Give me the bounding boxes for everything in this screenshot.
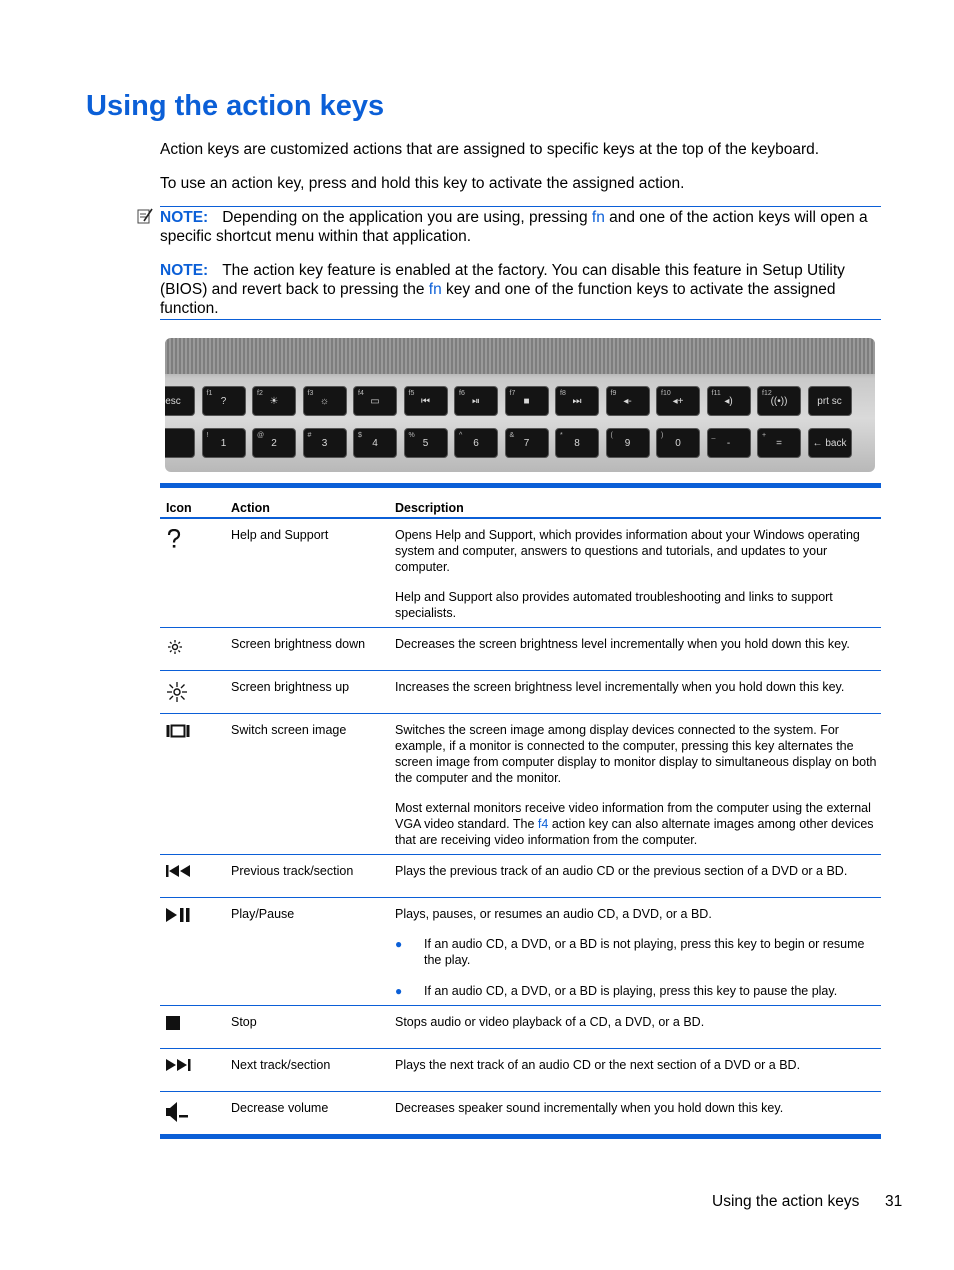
intro-paragraph: Action keys are customized actions that are assigned to specific keys at the top of the keyboard. <box>160 141 820 158</box>
key-sublabel: f1 <box>206 390 213 397</box>
key-label: ▭ <box>370 395 380 407</box>
footer-section-title: Using the action keys <box>712 1193 860 1210</box>
stop-icon <box>166 1016 206 1034</box>
key-sublabel: f2 <box>257 390 263 397</box>
key-sublabel: f9 <box>610 390 617 397</box>
key-label: ⏯ <box>472 395 480 407</box>
keyboard-key <box>606 428 650 458</box>
brightness-down-icon <box>166 638 206 660</box>
brightness-up-icon <box>166 681 206 707</box>
keyboard-key <box>656 386 700 416</box>
f4-key-link[interactable]: f4 <box>537 817 549 831</box>
key-label: ■ <box>523 395 530 407</box>
key-sublabel: * <box>560 432 563 439</box>
volume-down-icon <box>166 1102 206 1126</box>
keyboard-key <box>202 428 246 458</box>
key-sublabel: @ <box>257 432 265 439</box>
description-text: Help and Support also provides automated troubleshooting and links to support specialists. <box>395 590 833 620</box>
key-sublabel: f4 <box>358 390 364 397</box>
description-cell <box>395 628 881 658</box>
keyboard-key <box>757 386 801 416</box>
description-cell <box>395 671 881 701</box>
description-text: Plays the previous track of an audio CD or the previous section of a DVD or a BD. <box>395 864 848 878</box>
description-text: Stops audio or video playback of a CD, a DVD, or a BD. <box>395 1015 705 1029</box>
keyboard-key <box>707 386 751 416</box>
description-text: Increases the screen brightness level incrementally when you hold down this key. <box>395 680 845 694</box>
key-sublabel: f6 <box>459 390 465 397</box>
key-sublabel: ( <box>610 432 613 439</box>
description-text: Decreases speaker sound incrementally when you hold down this key. <box>395 1101 784 1115</box>
key-sublabel: ^ <box>459 432 463 439</box>
usage-paragraph: To use an action key, press and hold this key to activate the assigned action. <box>160 175 685 192</box>
description-text: Decreases the screen brightness level incrementally when you hold down this key. <box>395 637 850 651</box>
header-icon: Icon <box>166 501 192 515</box>
page-title: Using the action keys <box>86 90 385 122</box>
keyboard-key <box>656 428 700 458</box>
keyboard-key <box>454 428 498 458</box>
previous-track-icon <box>166 865 206 881</box>
table-row <box>160 628 881 671</box>
action-keys-table <box>160 483 881 1139</box>
key-label: ⏭ <box>572 395 582 407</box>
description-cell <box>395 898 881 1005</box>
keyboard-key <box>303 428 347 458</box>
keyboard-key <box>505 428 549 458</box>
list-item: ● If an audio CD, a DVD, or a BD is playing, press this key to pause the play. <box>395 984 838 998</box>
keyboard-key <box>757 428 801 458</box>
key-label: ☼ <box>319 395 330 407</box>
description-text: Plays the next track of an audio CD or the next section of a DVD or a BD. <box>395 1058 801 1072</box>
action-cell: Stop <box>231 1015 257 1029</box>
key-label: 5 <box>422 437 429 449</box>
table-row <box>160 898 881 1006</box>
action-cell: Decrease volume <box>231 1101 329 1115</box>
key-sublabel: % <box>408 432 415 439</box>
keyboard-key <box>303 386 347 416</box>
key-sublabel: # <box>307 432 312 439</box>
note-text: The action key feature is enabled at the factory. You can disable this feature in Setup Utility (BIOS) and revert back to pressing the <box>160 262 845 298</box>
table-row <box>160 855 881 898</box>
key-sublabel: _ <box>711 432 716 439</box>
key-sublabel: $ <box>358 432 362 439</box>
key-label: ◂+ <box>672 395 684 407</box>
key-label: ? <box>220 395 227 407</box>
table-row <box>160 1092 881 1134</box>
description-text: Switches the screen image among display devices connected to the system. For example, if a monitor is connected to the computer, pressing this key alternates the screen image from computer display to monitor display to simultaneous display on both the computer and the monitor. <box>395 723 877 785</box>
keyboard-key <box>404 428 448 458</box>
key-sublabel: & <box>509 432 515 439</box>
key-label: prt sc <box>817 395 842 407</box>
action-cell: Previous track/section <box>231 864 354 878</box>
notes-box <box>160 206 881 320</box>
list-item: ● If an audio CD, a DVD, or a BD is not playing, press this key to begin or resume the play. <box>395 937 865 967</box>
table-header <box>160 488 881 519</box>
key-label: ◂- <box>623 395 632 407</box>
keyboard-key <box>555 386 599 416</box>
note-text: Depending on the application you are using, pressing <box>222 209 592 226</box>
help-icon <box>166 529 206 553</box>
keyboard-key <box>165 386 195 416</box>
keyboard-key <box>808 428 852 458</box>
keyboard-key <box>454 386 498 416</box>
key-label: - <box>726 437 731 449</box>
key-label: esc <box>165 395 181 407</box>
note-label: NOTE: <box>160 209 209 226</box>
action-cell: Screen brightness up <box>231 680 350 694</box>
table-row <box>160 671 881 714</box>
function-key-row <box>165 386 875 420</box>
keyboard-key <box>353 428 397 458</box>
key-label: ☀ <box>269 395 279 407</box>
table-row <box>160 519 881 628</box>
key-sublabel: f3 <box>307 390 314 397</box>
key-sublabel: f12 <box>762 390 772 397</box>
key-sublabel: f8 <box>560 390 566 397</box>
page-number: 31 <box>885 1193 903 1210</box>
note-text: and one of the action keys will open a specific shortcut menu within that application. <box>160 209 868 245</box>
header-description: Description <box>395 501 464 515</box>
action-cell: Next track/section <box>231 1058 331 1072</box>
keyboard-key <box>353 386 397 416</box>
description-cell <box>395 1092 881 1122</box>
key-label: 6 <box>473 437 479 449</box>
keyboard-key <box>404 386 448 416</box>
description-cell <box>395 714 881 854</box>
key-label: ← back <box>812 437 847 449</box>
key-label: 8 <box>574 437 580 449</box>
key-label: 1 <box>220 437 227 449</box>
key-label: 9 <box>624 437 631 449</box>
action-cell: Screen brightness down <box>231 637 366 651</box>
number-key-row <box>165 428 875 462</box>
description-cell <box>395 519 881 627</box>
keyboard-key <box>808 386 852 416</box>
action-cell: Switch screen image <box>231 723 347 737</box>
description-cell <box>395 1006 881 1036</box>
table-row <box>160 1049 881 1092</box>
speaker-grill <box>165 338 875 374</box>
key-sublabel: ! <box>206 432 209 439</box>
key-sublabel: + <box>762 432 767 439</box>
description-text: Most external monitors receive video information from the computer using the external VGA video standard. The f4 action key can also alternate images among other devices that are receiving video information from the computer. <box>395 801 874 847</box>
keyboard-key <box>505 386 549 416</box>
key-label: ⏮ <box>421 395 430 407</box>
note-label: NOTE: <box>160 262 209 279</box>
key-sublabel: f5 <box>408 390 415 397</box>
keyboard-photo <box>165 338 875 472</box>
keyboard-key <box>707 428 751 458</box>
description-text: Opens Help and Support, which provides information about your Windows operating system and computer, answers to questions and tutorials, and updates to your computer. <box>395 528 860 574</box>
bullet-list <box>395 936 881 999</box>
description-cell <box>395 1049 881 1079</box>
key-label: = <box>776 437 782 449</box>
keyboard-key <box>555 428 599 458</box>
bullet-icon: ● <box>395 937 403 951</box>
key-sublabel: ) <box>661 432 664 439</box>
key-sublabel: f10 <box>661 390 671 397</box>
key-sublabel: f7 <box>509 390 516 397</box>
key-label: ((•)) <box>770 395 788 407</box>
table-row <box>160 714 881 855</box>
keyboard-key <box>202 386 246 416</box>
key-label: 0 <box>675 437 681 449</box>
action-cell: Play/Pause <box>231 907 295 921</box>
note-2 <box>160 261 881 318</box>
keyboard-key <box>165 428 195 458</box>
note-icon <box>136 207 154 225</box>
keyboard-key <box>606 386 650 416</box>
bullet-icon: ● <box>395 984 403 998</box>
action-cell: Help and Support <box>231 528 329 542</box>
table-body <box>160 519 881 1134</box>
play-pause-icon <box>166 908 206 926</box>
key-sublabel: f11 <box>711 390 721 397</box>
note-text: key and one of the function keys to activate the assigned function. <box>160 281 836 317</box>
keyboard-key <box>252 428 296 458</box>
key-label: 2 <box>271 437 277 449</box>
fn-key-link[interactable]: fn <box>591 209 605 226</box>
description-text: Plays, pauses, or resumes an audio CD, a DVD, or a BD. <box>395 907 712 921</box>
header-action: Action <box>231 501 270 515</box>
table-row <box>160 1006 881 1049</box>
key-label: 4 <box>372 437 378 449</box>
key-label: ◂) <box>724 395 733 407</box>
note-1 <box>160 208 881 246</box>
description-cell <box>395 855 881 885</box>
switch-screen-icon <box>166 724 206 742</box>
key-label: 3 <box>321 437 328 449</box>
next-track-icon <box>166 1059 206 1075</box>
key-label: 7 <box>523 437 530 449</box>
keyboard-key <box>252 386 296 416</box>
fn-key-link[interactable]: fn <box>428 281 442 298</box>
